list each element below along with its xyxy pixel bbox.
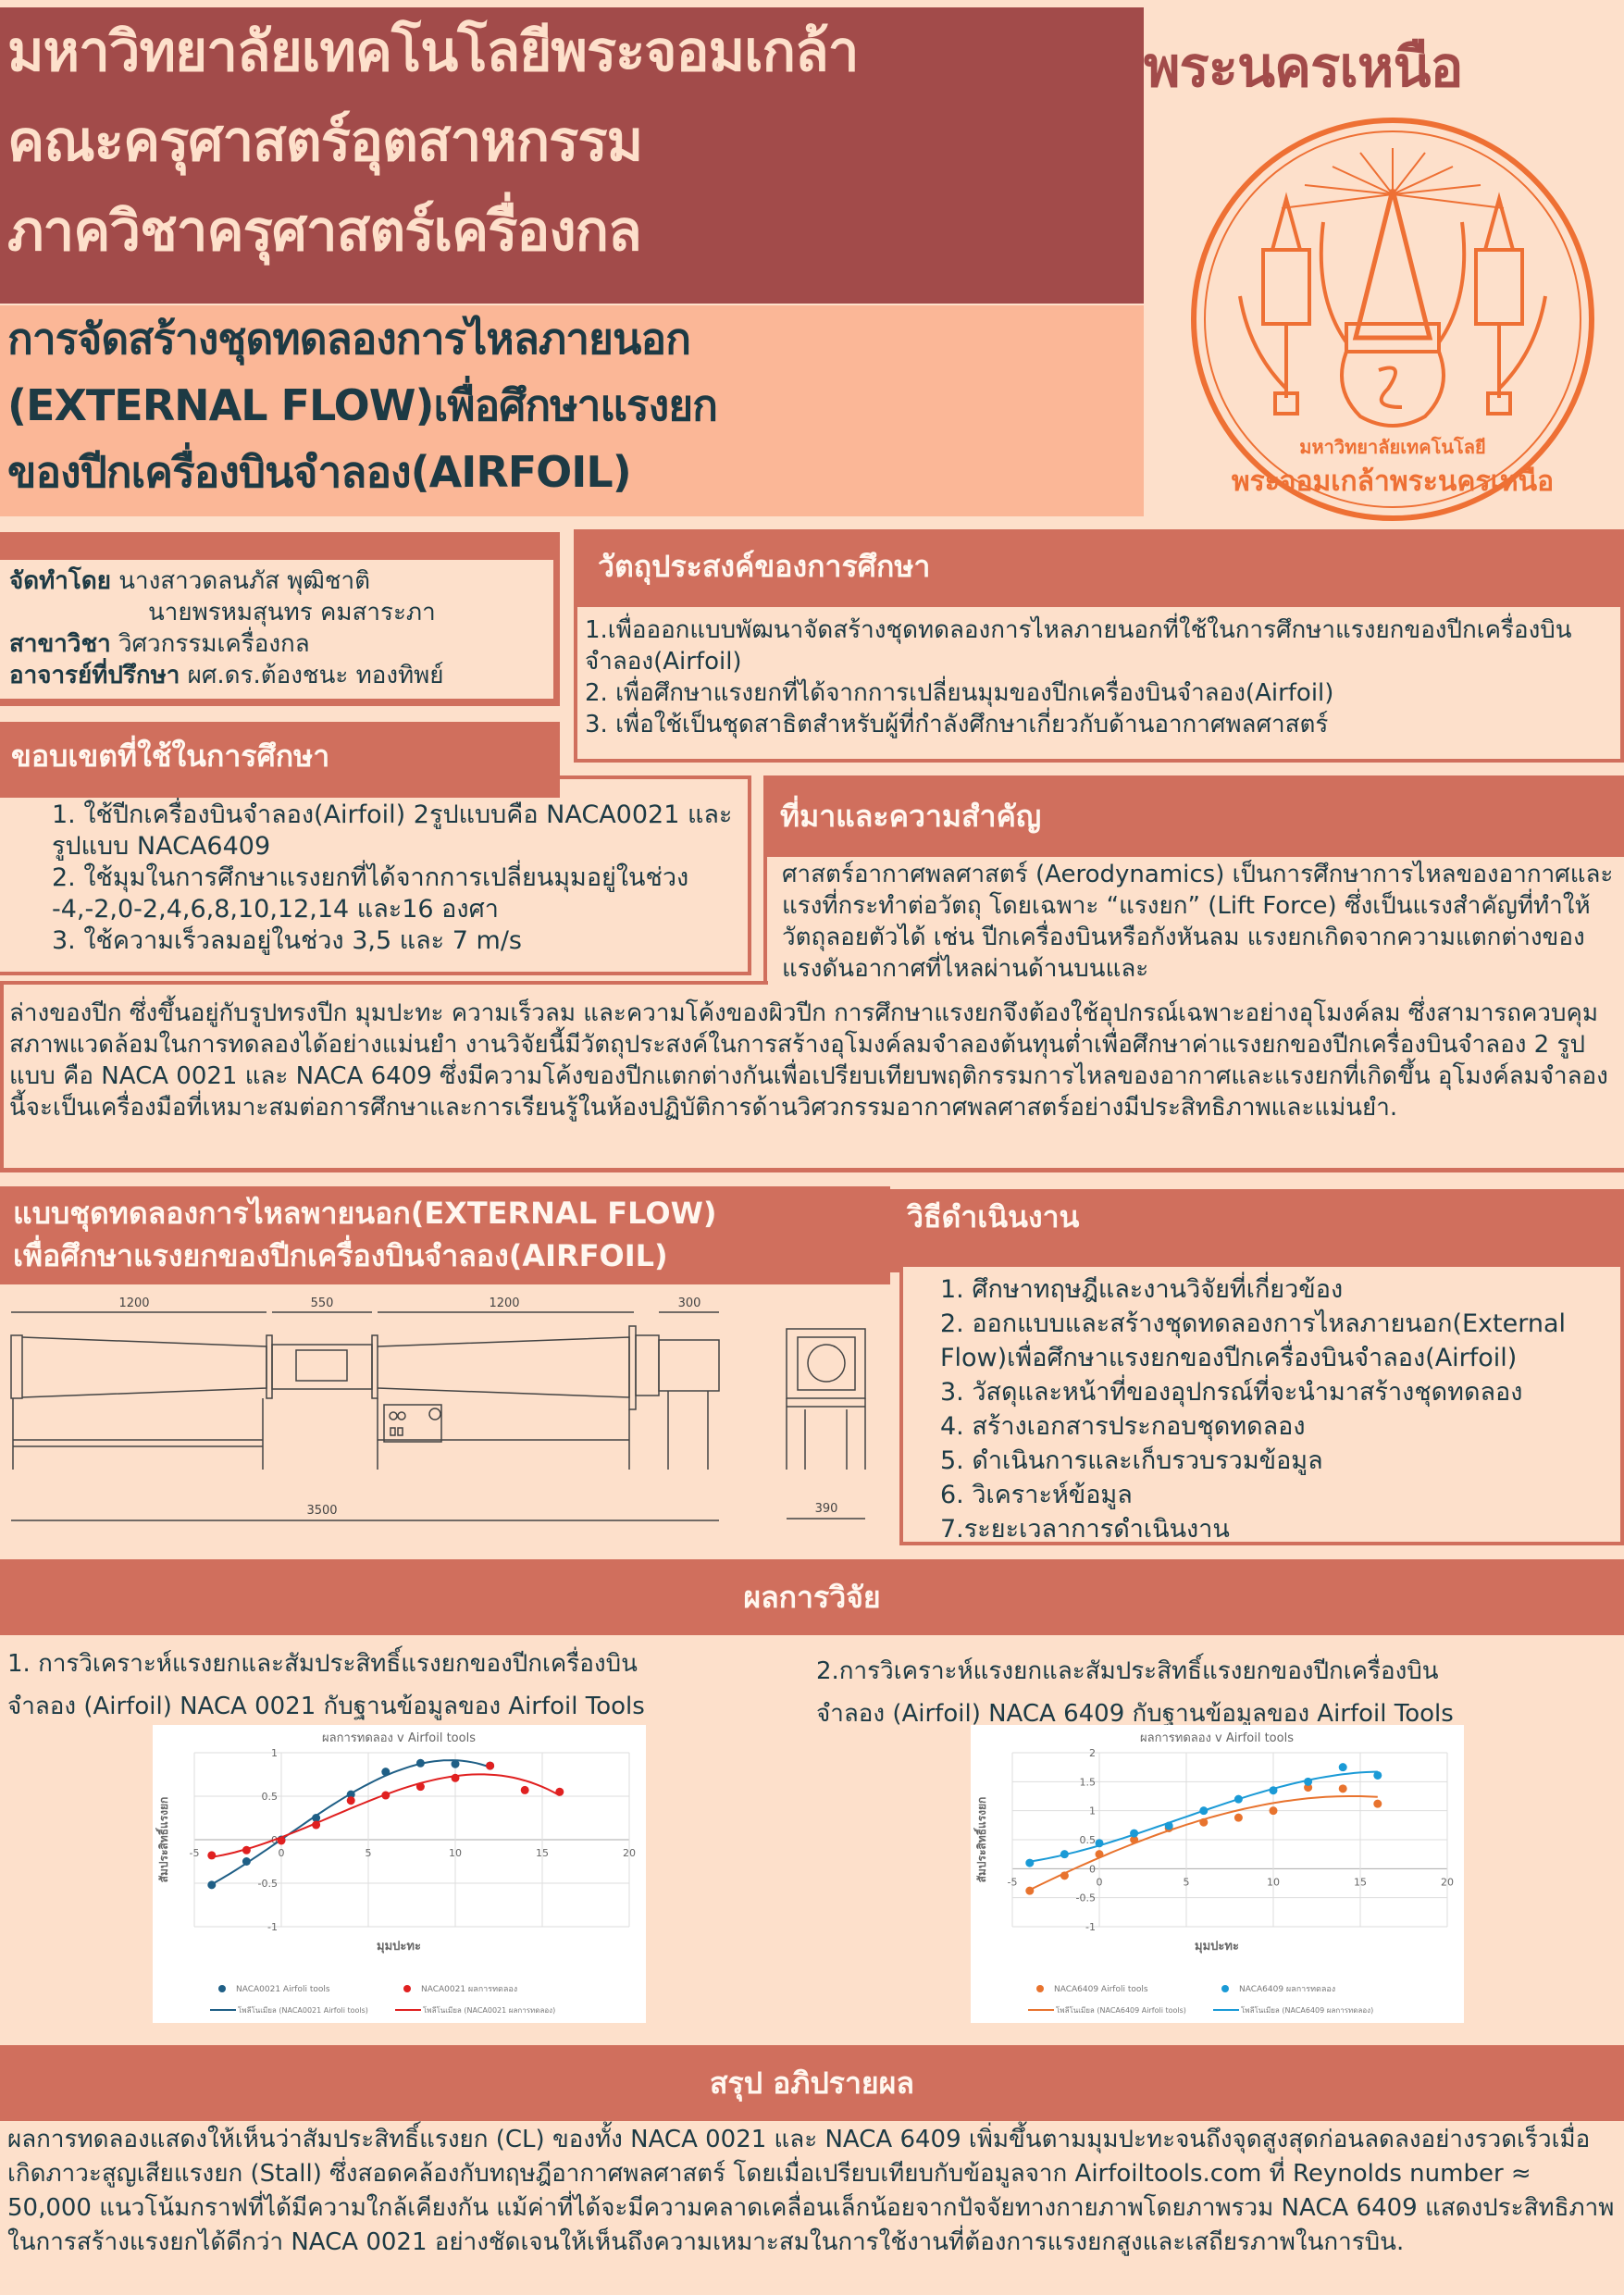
scope-item: 3. ใช้ความเร็วลมอยู่ในช่วง 3,5 และ 7 m/s [52,926,522,955]
legend-label: NACA6409 Airfoli tools [1054,1985,1148,1994]
author-name: นางสาวดลนภัส พุฒิชาติ [118,567,370,595]
header-banner [0,7,1144,304]
dimension-label: 390 [814,1502,838,1516]
legend-marker [403,1985,411,1992]
divider [0,981,4,1171]
x-tick-label: 15 [536,1847,549,1859]
title-line: ของปีกเครื่องบินจำลอง(AIRFOIL) [7,447,631,497]
y-tick-label: 1 [1089,1805,1096,1817]
dimension-label: 3500 [306,1504,338,1518]
legend-label: NACA6409 ผลการทดลอง [1239,1985,1336,1994]
data-point [1096,1850,1104,1858]
method-item: 4. สร้างเอกสารประกอบชุดทดลอง [940,1412,1306,1441]
data-point [1304,1778,1312,1786]
data-point [242,1857,251,1866]
university-name: มหาวิทยาลัยเทคโนโลยีพระจอมเกล้า [7,19,859,84]
caption-line: จำลอง (Airfoil) NACA 0021 กับฐานข้อมูลของ Airfoil Tools [7,1693,645,1720]
department-name: ภาควิชาครุศาสตร์เครื่องกล [7,199,641,264]
objectives-section [574,529,1624,763]
dimension-label: 1200 [489,1296,520,1310]
x-tick-label: -5 [1007,1876,1018,1889]
divider [0,981,768,985]
objective-item: 2. เพื่อศึกษาแรงยกที่ได้จากการเปลี่ยนมุมของปีกเครื่องบินจำลอง(Airfoil) [585,679,1334,707]
data-point [555,1788,564,1796]
y-tick-label: 0.5 [261,1791,278,1803]
author-name: นายพรหมสุนทร คมสาระภา [148,599,436,626]
method-item: 3. วัสดุและหน้าที่ของอุปกรณ์ที่จะนำมาสร้างชุดทดลอง [940,1378,1523,1407]
chart-naca6409 [971,1725,1464,2023]
y-tick-label: -0.5 [257,1878,278,1890]
trendline [212,1774,560,1856]
y-tick-label: 1.5 [1079,1776,1096,1789]
advisor-name: ผศ.ดร.ต้องชนะ ทองทิพย์ [187,662,444,689]
data-point [486,1762,494,1770]
y-tick-label: -0.5 [1075,1892,1096,1904]
data-point [452,1760,460,1768]
y-tick-label: -1 [1085,1921,1096,1933]
data-point [1199,1806,1208,1815]
x-tick-label: 15 [1354,1876,1367,1889]
legend-label: โพลีโนเมียล (NACA0021 ผลการทดลอง) [423,2006,556,2015]
data-point [1339,1784,1347,1793]
svg-text:มหาวิทยาลัยเทคโนโลยี: มหาวิทยาลัยเทคโนโลยี [1299,436,1486,458]
scope-item: 2. ใช้มุมในการศึกษาแรงยกที่ได้จากการเปลี่ยนมุมอยู่ในช่วง -4,-2,0-2,4,6,8,10,12,14 และ16 องศา [52,863,689,924]
credits-panel [0,532,560,706]
university-name-tail: พระนครเหนือ [1144,35,1463,100]
data-point [207,1851,216,1859]
x-tick-label: 10 [449,1847,462,1859]
background-paragraph-continued: ล่างของปีก ซึ่งขึ้นอยู่กับรูปทรงปีก มุมปะทะ ความเร็วลม และความโค้งของผิวปีก การศึกษาแรงยกจึงต้องใช้อุปกรณ์เฉพาะอย่างอุโมงค์ลม ซึ่งสามารถควบคุมสภาพแวดล้อมในการทดลองได้อย่างแม่นยำ งานวิจัยนี้มีวัตถุประสงค์ในการสร้างอุโมงค์ลมจำลองต้นทุนต่ำเพื่อศึกษาค่าแรงยกของปีกเครื่องบินจำลอง 2 รูปแบบ คือ NACA 0021 และ NACA 6409 ซึ่งมีความโค้งของปีกแตกต่างกันเพื่อเปรียบเทียบพฤติกรรมการไหลของอากาศและแรงยกที่เกิดขึ้น อุโมงค์ลมจำลองนี้จะเป็นเครื่องมือที่เหมาะสมต่อการศึกษาและการเรียนรู้ในห้องปฏิบัติการด้านวิศวกรรมอากาศพลศาสตร์อย่างมีประสิทธิภาพและแม่นยำ. [9,999,1608,1122]
objective-item: 1.เพื่อออกแบบพัฒนาจัดสร้างชุดทดลองการไหลภายนอกที่ใช้ในการศึกษาแรงยกของปีกเครื่องบินจำลอง(Airfoil) [585,616,1572,676]
faculty-name: คณะครุศาสตร์อุตสาหกรรม [7,109,643,174]
data-point [1234,1814,1243,1822]
scope-heading: ขอบเขตที่ใช้ในการศึกษา [0,722,560,798]
objective-item: 3. เพื่อใช้เป็นชุดสาธิตสำหรับผู้ที่กำลังศึกษาเกี่ยวกับด้านอากาศพลศาสตร์ [585,711,1329,738]
divider [763,857,767,982]
x-axis-label: มุมปะทะ [1195,1940,1239,1954]
data-point [1130,1830,1138,1838]
scope-item: 1. ใช้ปีกเครื่องบินจำลอง(Airfoil) 2รูปแบบคือ NACA0021 และรูปแบบ NACA6409 [52,800,733,861]
x-axis-label: มุมปะทะ [377,1940,421,1954]
chart-title: ผลการทดลอง v Airfoil tools [1140,1731,1294,1745]
x-tick-label: 20 [623,1847,636,1859]
title-line: (EXTERNAL FLOW)เพื่อศึกษาแรงยก [7,380,718,430]
conclusion-text: ผลการทดลองแสดงให้เห็นว่าสัมประสิทธิ์แรงยก (CL) ของทั้ง NACA 0021 และ NACA 6409 เพิ่มขึ้นตามมุมปะทะจนถึงจุดสูงสุดก่อนลดลงอย่างรวดเร็วเมื่อเกิดภาวะสูญเสียแรงยก (Stall) ซึ่งสอดคล้องกับทฤษฎีอากาศพลศาสตร์ โดยเมื่อเปรียบเทียบกับข้อมูลจาก Airfoiltools.com ที่ Reynolds number ≈ 50,000 แนวโน้มกราฟที่ได้มีความใกล้เคียงกัน แม้ค่าที่ได้จะมีความคลาดเคลื่อนเล็กน้อยจากปัจจัยทางกายภาพโดยภาพรวม NACA 6409 แสดงประสิทธิภาพในการสร้างแรงยกได้ดีกว่า NACA 0021 อย่างชัดเจนให้เห็นถึงความเหมาะสมในการใช้งานที่ต้องการแรงยกสูงและเสถียรภาพในการบิน. [7,2126,1615,2256]
data-point [1025,1887,1034,1895]
legend-label: NACA0021 ผลการทดลอง [421,1985,518,1994]
data-point [416,1759,425,1768]
y-tick-label: 0 [271,1834,278,1846]
divider [0,1168,1624,1172]
data-point [1096,1839,1104,1847]
trendline [212,1760,490,1884]
university-seal-icon [1184,111,1601,527]
legend-label: โพลีโนเมียล (NACA6409 Airfoli tools) [1056,2006,1186,2015]
data-point [1339,1763,1347,1771]
background-paragraph: ศาสตร์อากาศพลศาสตร์ (Aerodynamics) เป็นการศึกษาการไหลของอากาศและแรงที่กระทำต่อวัตถุ โดยเฉพาะ “แรงยก” (Lift Force) ซึ่งเป็นแรงสำคัญที่ทำให้วัตถุลอยตัวได้ เช่น ปีกเครื่องบินหรือกังหันลม แรงยกเกิดจากความแตกต่างของแรงดันอากาศที่ไหลผ่านด้านบนและ [782,861,1614,983]
scope-section [0,775,751,975]
legend-marker [1221,1985,1229,1992]
legend-label: โพลีโนเมียล (NACA0021 Airfoli tools) [238,2006,368,2015]
data-point [1270,1786,1278,1794]
experiment-heading-line: แบบชุดทดลองการไหลพายนอก(EXTERNAL FLOW) [13,1196,717,1231]
chart-title: ผลการทดลอง v Airfoil tools [322,1731,476,1745]
method-section [899,1263,1624,1545]
y-tick-label: 0 [1089,1863,1096,1876]
data-point [1373,1771,1382,1780]
data-point [1165,1821,1173,1830]
dimension-label: 300 [677,1296,701,1310]
method-heading: วิธีดำเนินงาน [888,1189,1624,1272]
y-tick-label: 0.5 [1079,1834,1096,1846]
data-point [1199,1818,1208,1827]
objectives-heading: วัตถุประสงค์ของการศึกษา [577,533,1620,607]
legend-label: NACA0021 Airfoli tools [236,1985,330,1994]
conclusion-heading: สรุป อภิปรายผล [0,2045,1624,2121]
data-point [416,1782,425,1791]
caption-line: จำลอง (Airfoil) NACA 6409 กับฐานข้อมูลของ Airfoil Tools [816,1700,1454,1728]
title-line: การจัดสร้างชุดทดลองการไหลภายนอก [7,314,690,364]
x-tick-label: 10 [1267,1876,1280,1889]
data-point [1373,1800,1382,1808]
data-point [312,1821,320,1830]
chart-naca0021 [153,1725,646,2023]
svg-text:พระจอมเกล้าพระนครเหนือ: พระจอมเกล้าพระนครเหนือ [1231,465,1555,498]
credits-advisor-label: อาจารย์ที่ปรึกษา [9,662,180,689]
legend-marker [1036,1985,1044,1992]
data-point [381,1792,390,1800]
credits-major-label: สาขาวิชา [9,630,111,658]
method-item: 7.ระยะเวลาการดำเนินงาน [940,1515,1230,1544]
wind-tunnel-drawing [0,1284,890,1548]
method-item: 5. ดำเนินการและเก็บรวบรวมข้อมูล [940,1446,1323,1475]
x-tick-label: 20 [1441,1876,1454,1889]
data-point [1060,1850,1069,1858]
experiment-heading [0,1186,890,1284]
x-tick-label: 0 [278,1847,285,1859]
result-caption [7,1643,794,1728]
dimension-label: 550 [310,1296,334,1310]
poster-title [0,305,1144,516]
results-heading: ผลการวิจัย [0,1559,1624,1635]
data-point [1270,1806,1278,1815]
x-tick-label: -5 [189,1847,200,1859]
data-point [1060,1871,1069,1879]
y-axis-label: สัมประสิทธิ์แรงยก [157,1796,170,1883]
legend-label: โพลีโนเมียล (NACA6409 ผลการทดลอง) [1241,2006,1374,2015]
caption-line: 1. การวิเคราะห์แรงยกและสัมประสิทธิ์แรงยกของปีกเครื่องบิน [7,1650,638,1678]
y-tick-label: 1 [271,1747,278,1759]
x-tick-label: 5 [365,1847,372,1859]
background-heading: ที่มาและความสำคัญ [763,775,1624,857]
method-item: 1. ศึกษาทฤษฎีและงานวิจัยที่เกี่ยวข้อง [940,1275,1344,1304]
data-point [521,1786,529,1794]
method-item: 6. วิเคราะห์ข้อมูล [940,1481,1133,1509]
legend-marker [218,1985,226,1992]
caption-line: 2.การวิเคราะห์แรงยกและสัมประสิทธิ์แรงยกของปีกเครื่องบิน [816,1657,1439,1685]
data-point [347,1796,355,1805]
y-tick-label: 2 [1089,1747,1096,1759]
x-tick-label: 5 [1183,1876,1190,1889]
data-point [242,1846,251,1855]
y-tick-label: -1 [267,1921,278,1933]
data-point [278,1836,286,1844]
data-point [1234,1795,1243,1804]
method-item: 2. ออกแบบและสร้างชุดทดลองการไหลภายนอก(External Flow)เพื่อศึกษาแรงยกของปีกเครื่องบินจำลอง(Airfoil) [940,1309,1567,1372]
result-caption [816,1650,1621,1735]
experiment-heading-line: เพื่อศึกษาแรงยกของปีกเครื่องบินจำลอง(AIRFOIL) [13,1238,668,1273]
credits-by-label: จัดทำโดย [9,567,111,595]
y-axis-label: สัมประสิทธิ์แรงยก [975,1796,988,1883]
data-point [381,1768,390,1776]
dimension-label: 1200 [118,1296,150,1310]
data-point [452,1774,460,1782]
data-point [207,1880,216,1889]
data-point [1025,1859,1034,1867]
major-name: วิศวกรรมเครื่องกล [118,630,310,658]
x-tick-label: 0 [1096,1876,1103,1889]
